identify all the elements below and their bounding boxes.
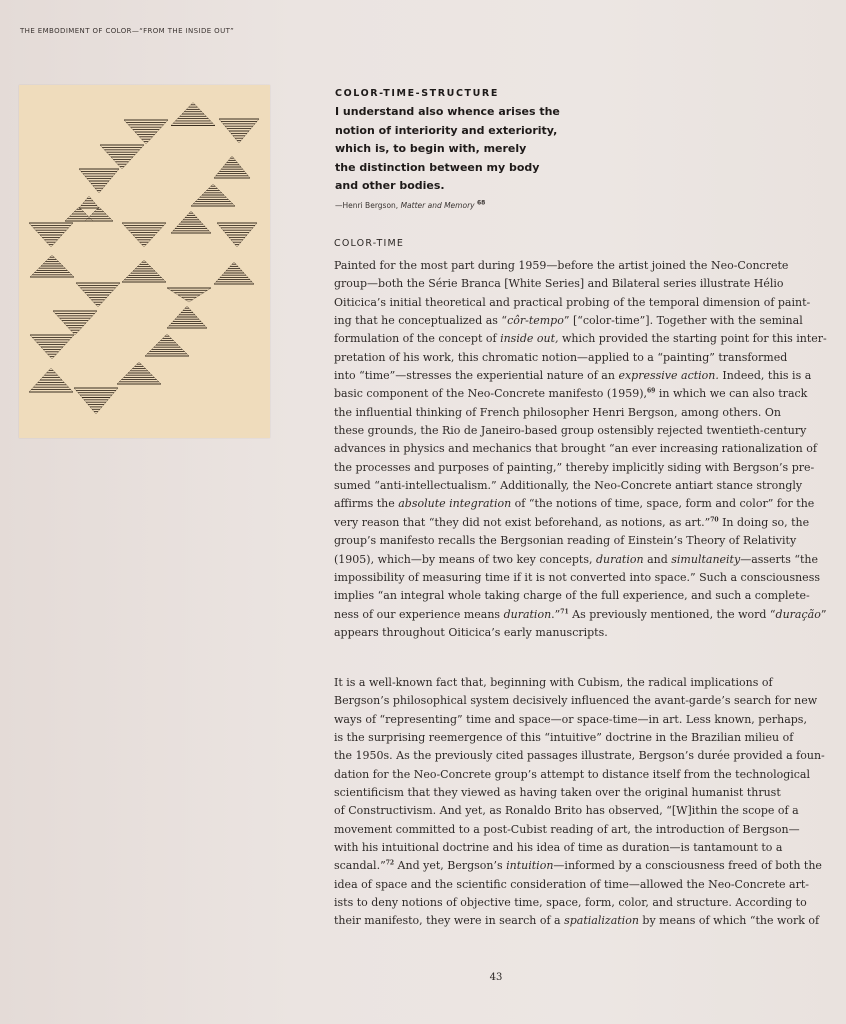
text-line xyxy=(334,857,822,875)
text-run: ness of our experience means xyxy=(334,607,504,621)
citation-author: —Henri Bergson, xyxy=(335,200,401,210)
quote-line: I understand also whence arises the xyxy=(335,105,560,118)
hatched-triangle xyxy=(122,223,166,247)
text-run: In doing so, the xyxy=(718,515,810,529)
text-run: and xyxy=(643,552,672,566)
quote-line: and other bodies. xyxy=(335,179,445,192)
text-run: scandal.” xyxy=(334,859,386,873)
text-run: ” xyxy=(820,607,827,621)
text-line xyxy=(334,330,827,348)
text-line: dation for the Neo-Concrete group’s attempt to distance itself from the technological xyxy=(334,767,811,781)
text-line xyxy=(334,912,820,930)
text-line: sumed “anti-intellectualism.” Additionally, the Neo-Concrete antiart stance strongly xyxy=(334,479,803,493)
text-line: with his intuitional doctrine and his idea of time as duration—is tantamount to a xyxy=(334,841,783,855)
text-line: It is a well-known fact that, beginning with Cubism, the radical implications of xyxy=(334,676,773,689)
text-line: advances in physics and mechanics that brought “an ever increasing rationalization of xyxy=(334,442,817,456)
italic-term: duração xyxy=(775,607,821,621)
hatched-triangle xyxy=(117,362,161,384)
hatched-triangle xyxy=(167,288,211,302)
text-line: the 1950s. As the previously cited passages illustrate, Bergson’s durée provided a foun- xyxy=(334,749,825,763)
artwork-plate xyxy=(19,85,270,438)
epigraph-quote xyxy=(335,103,595,196)
text-line: these grounds, the Rio de Janeiro-based group ostensibly rejected twentieth-century xyxy=(334,424,807,438)
text-run: —asserts “the xyxy=(740,552,819,566)
hatched-triangle xyxy=(74,388,118,414)
text-line: movement committed to a post-Cubist reading of art, the introduction of Bergson— xyxy=(334,822,800,836)
hatched-triangle xyxy=(214,156,250,178)
footnote-ref: 68 xyxy=(476,199,486,206)
body-paragraph-1 xyxy=(334,257,827,642)
italic-term: inside out, xyxy=(500,332,559,346)
text-line: Painted for the most part during 1959—before the artist joined the Neo-Concrete xyxy=(334,259,789,272)
italic-term: duration xyxy=(503,607,552,621)
epigraph-citation xyxy=(335,201,595,210)
running-head: THE EMBODIMENT OF COLOR—“FROM THE INSIDE OUT” xyxy=(20,27,235,35)
text-line: scientificism that they viewed as having taken over the original humanist thrust xyxy=(334,786,781,800)
text-line xyxy=(334,514,810,532)
body-paragraph-2 xyxy=(334,674,825,931)
epigraph xyxy=(335,88,595,210)
hatched-triangle xyxy=(124,120,168,144)
text-line: of Constructivism. And yet, as Ronaldo Brito has observed, “[W]ithin the scope of a xyxy=(334,804,799,818)
quote-line: the distinction between my body xyxy=(335,160,540,174)
text-run: —informed by a consciousness freed of both the xyxy=(553,859,822,873)
text-run: of “the notions of time, space, form and color” for the xyxy=(511,497,815,511)
text-run: Indeed, this is a xyxy=(718,369,812,383)
text-line xyxy=(334,495,815,513)
triangle-artwork-illustration xyxy=(19,85,270,438)
text-line: pretation of his work, this chromatic notion—applied to a “painting” transformed xyxy=(334,350,788,364)
text-line xyxy=(334,367,812,385)
hatched-triangle xyxy=(30,255,74,277)
footnote-ref: 70 xyxy=(710,516,719,524)
hatched-triangle xyxy=(219,119,259,143)
text-run: And yet, Bergson’s xyxy=(394,859,507,873)
hatched-triangle xyxy=(53,311,97,335)
hatched-triangle xyxy=(29,223,73,247)
hatched-triangle xyxy=(30,335,74,359)
italic-term: duration xyxy=(595,552,644,566)
text-line: Oiticica’s initial theoretical and practical probing of the temporal dimension of paint- xyxy=(334,295,811,309)
text-run: their manifesto, they were in search of a xyxy=(334,914,565,928)
footnote-ref: 72 xyxy=(385,859,395,867)
text-run: by means of which “the work of xyxy=(638,914,820,928)
text-line: implies “an integral whole taking charge of the full experience, and such a complete- xyxy=(334,589,810,603)
hatched-triangle xyxy=(76,283,120,307)
hatched-triangle xyxy=(217,223,257,247)
text-run: As previously mentioned, the word “ xyxy=(568,607,776,621)
text-line: impossibility of measuring time if it is not converted into space.” Such a consciousness xyxy=(334,570,820,584)
text-line: the processes and purposes of painting,” thereby implicitly siding with Bergson’s pre- xyxy=(334,460,815,474)
text-line: group’s manifesto recalls the Bergsonian reading of Einstein’s Theory of Relativity xyxy=(334,534,797,548)
footnote-ref: 71 xyxy=(560,607,569,615)
hatched-triangle xyxy=(145,334,189,356)
italic-term: côr-tempo xyxy=(507,314,564,328)
page-number: 43 xyxy=(489,972,503,983)
text-line: Bergson’s philosophical system decisively influenced the avant-garde’s search for new xyxy=(334,694,818,708)
footnote-ref: 69 xyxy=(646,387,656,395)
italic-term: spatialization xyxy=(564,914,639,928)
hatched-triangle xyxy=(122,260,166,282)
text-line xyxy=(334,551,819,569)
text-line xyxy=(334,312,803,330)
text-line: group—both the Série Branca [White Series] and Bilateral series illustrate Hélio xyxy=(334,277,784,291)
text-run: formulation of the concept of xyxy=(334,332,501,346)
quote-line: which is, to begin with, merely xyxy=(335,142,527,155)
text-run: ing that he conceptualized as “ xyxy=(334,314,508,328)
hatched-triangle xyxy=(167,306,207,328)
text-line xyxy=(334,606,827,624)
hatched-triangle xyxy=(191,184,235,206)
text-run: (1905), which—by means of two key concepts, xyxy=(334,552,596,566)
text-run: basic component of the Neo-Concrete manifesto (1959), xyxy=(334,387,647,401)
citation-work: Matter and Memory xyxy=(400,200,475,210)
italic-term: intuition xyxy=(506,859,554,873)
text-line: ists to deny notions of objective time, space, form, color, and structure. According to xyxy=(334,896,807,910)
hatched-triangle xyxy=(79,169,119,193)
italic-term: absolute integration xyxy=(398,497,512,511)
text-line: ways of “representing” time and space—or space-time—in art. Less known, perhaps, xyxy=(334,712,807,726)
hatched-triangle xyxy=(85,207,113,221)
hatched-triangle xyxy=(29,368,73,392)
text-line: is the surprising reemergence of this “intuitive” doctrine in the Brazilian milieu of xyxy=(334,731,794,745)
section-heading: COLOR-TIME xyxy=(334,238,405,249)
quote-line: notion of interiority and exteriority, xyxy=(335,123,558,137)
epigraph-title: COLOR-TIME-STRUCTURE xyxy=(335,88,499,99)
text-run: affirms the xyxy=(334,497,399,511)
text-run: ” [“color-time”]. Together with the seminal xyxy=(563,314,803,328)
hatched-triangle xyxy=(79,196,99,208)
italic-term: expressive action. xyxy=(618,369,719,383)
text-run: in which we can also track xyxy=(655,387,808,401)
text-line: the influential thinking of French philosopher Henri Bergson, among others. On xyxy=(334,405,781,419)
hatched-triangle xyxy=(100,145,144,169)
hatched-triangle xyxy=(214,262,254,284)
hatched-triangle xyxy=(171,211,211,233)
text-run: very reason that “they did not exist beforehand, as notions, as art.” xyxy=(334,515,711,529)
text-run: .” xyxy=(551,607,561,621)
text-line xyxy=(334,385,808,403)
hatched-triangle xyxy=(171,103,215,126)
text-line: idea of space and the scientific consideration of time—allowed the Neo-Concrete art- xyxy=(334,877,809,891)
text-run: into “time”—stresses the experiential nature of an xyxy=(334,369,619,383)
italic-term: simultaneity xyxy=(671,552,741,566)
text-line: appears throughout Oiticica’s early manuscripts. xyxy=(334,625,608,639)
text-run: which provided the starting point for this inter- xyxy=(558,332,827,346)
